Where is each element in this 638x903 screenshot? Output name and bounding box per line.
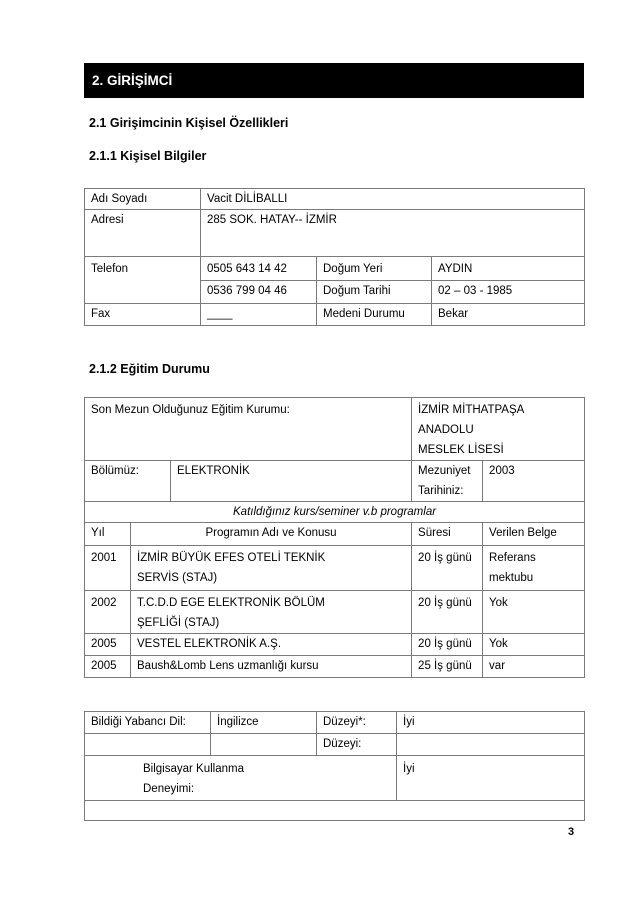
row-duration: 20 İş günü <box>412 591 483 634</box>
marital-label: Medeni Durumu <box>317 304 432 326</box>
table-row <box>85 591 585 634</box>
level-value: İyi <box>397 712 585 734</box>
heading-personal-info: 2.1.1 Kişisel Bilgiler <box>89 149 207 163</box>
courses-title: Katıldığınız kurs/seminer v.b programlar <box>85 502 585 523</box>
grad-label: Mezuniyet Tarihiniz: <box>412 461 483 502</box>
row-certificate-line1: Referans <box>489 552 536 564</box>
table-row <box>85 546 585 591</box>
row-year: 2005 <box>85 656 131 678</box>
empty-cell <box>85 734 211 756</box>
birthplace-label: Doğum Yeri <box>317 257 432 281</box>
row-program-line1: İZMİR BÜYÜK EFES OTELİ TEKNİK <box>137 552 326 564</box>
row-program-line1: T.C.D.D EGE ELEKTRONİK BÖLÜM <box>137 597 325 609</box>
personal-info-table <box>84 188 585 326</box>
school-label: Son Mezun Olduğunuz Eğitim Kurumu: <box>85 398 412 461</box>
heading-education: 2.1.2 Eğitim Durumu <box>89 362 210 376</box>
col-certificate: Verilen Belge <box>483 523 585 546</box>
skills-table <box>84 711 585 821</box>
phone-label: Telefon <box>85 257 201 304</box>
row-program <box>131 591 412 634</box>
row-certificate <box>483 546 585 591</box>
language-label: Bildiği Yabancı Dil: <box>85 712 211 734</box>
row-duration: 25 İş günü <box>412 656 483 678</box>
dept-label: Bölümüz: <box>85 461 171 502</box>
col-duration: Süresi <box>412 523 483 546</box>
row-certificate-line2: mektubu <box>489 572 534 584</box>
col-program: Programın Adı ve Konusu <box>131 523 412 546</box>
computer-label-line1: Bilgisayar Kullanma <box>143 763 244 775</box>
row-program: VESTEL ELEKTRONİK A.Ş. <box>131 634 412 656</box>
empty-cell <box>211 734 317 756</box>
section-title: 2. GİRİŞİMCİ <box>84 63 584 98</box>
level-label: Düzeyi*: <box>317 712 397 734</box>
computer-label-line2: Deneyimi: <box>143 783 195 795</box>
school-value-line1: İZMİR MİTHATPAŞA ANADOLU <box>418 404 524 436</box>
school-value-line2: MESLEK LİSESİ <box>418 444 504 456</box>
heading-personal-features: 2.1 Girişimcinin Kişisel Özellikleri <box>89 116 289 130</box>
phone-1: 0505 643 14 42 <box>201 257 317 281</box>
name-label: Adı Soyadı <box>85 189 201 210</box>
birthdate-value: 02 – 03 - 1985 <box>432 281 585 304</box>
row-duration: 20 İş günü <box>412 546 483 591</box>
row-duration: 20 İş günü <box>412 634 483 656</box>
row-program-line2: ŞEFLİĞİ (STAJ) <box>137 617 220 629</box>
fax-value: ____ <box>201 304 317 326</box>
row-year: 2005 <box>85 634 131 656</box>
school-value <box>412 398 585 461</box>
name-value: Vacit DİLİBALLI <box>201 189 585 210</box>
row-program <box>131 546 412 591</box>
marital-value: Bekar <box>432 304 585 326</box>
phone-2: 0536 799 04 46 <box>201 281 317 304</box>
empty-cell <box>397 734 585 756</box>
col-year: Yıl <box>85 523 131 546</box>
birthplace-value: AYDIN <box>432 257 585 281</box>
row-certificate: Yok <box>483 591 585 634</box>
table-row <box>85 656 585 678</box>
page-number: 3 <box>568 826 575 838</box>
grad-value: 2003 <box>483 461 585 502</box>
computer-label <box>85 756 397 801</box>
row-certificate: Yok <box>483 634 585 656</box>
language-value: İngilizce <box>211 712 317 734</box>
row-program-line2: SERVİS (STAJ) <box>137 572 218 584</box>
table-row <box>85 634 585 656</box>
address-label: Adresi <box>85 210 201 257</box>
dept-value: ELEKTRONİK <box>171 461 412 502</box>
computer-value: İyi <box>397 756 585 801</box>
fax-label: Fax <box>85 304 201 326</box>
row-certificate: var <box>483 656 585 678</box>
education-table <box>84 397 585 678</box>
row-program: Baush&Lomb Lens uzmanlığı kursu <box>131 656 412 678</box>
level-label-2: Düzeyi: <box>317 734 397 756</box>
row-year: 2001 <box>85 546 131 591</box>
empty-row <box>85 801 585 821</box>
address-value: 285 SOK. HATAY-- İZMİR <box>201 210 585 257</box>
row-year: 2002 <box>85 591 131 634</box>
birthdate-label: Doğum Tarihi <box>317 281 432 304</box>
